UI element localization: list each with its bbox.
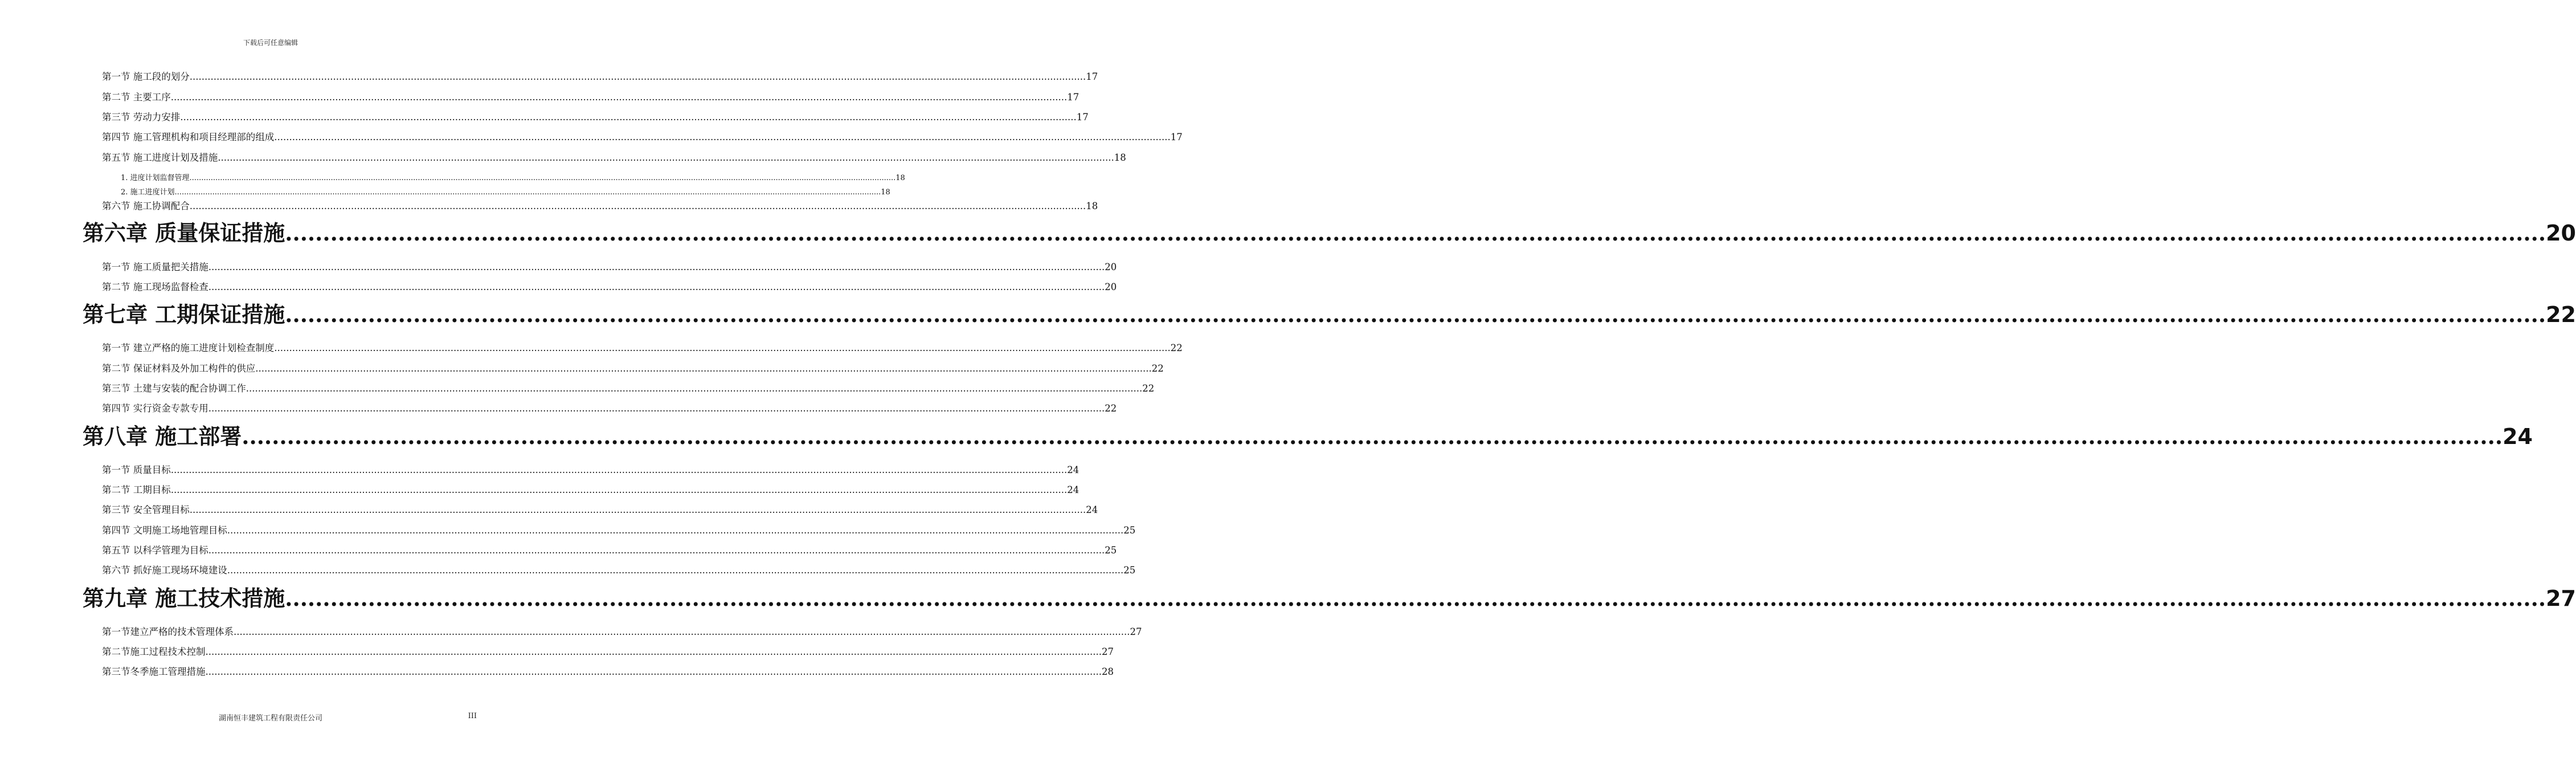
- toc-entry-page: 27: [2546, 586, 2576, 611]
- toc-leader-dots: ............................................................................................................................................................................................................................................................................................................: [208, 403, 1105, 414]
- toc-leader-dots: ............................................................................................................................................................................................................................................................................................................: [170, 465, 1068, 475]
- toc-entry-page: 18: [1114, 152, 1126, 163]
- toc-entry-label: 第二节施工过程技术控制: [102, 646, 206, 657]
- toc-entry-page: 22: [1170, 343, 1183, 353]
- toc-entry-label: 第二节 主要工序: [102, 92, 171, 103]
- toc-section-entry[interactable]: [102, 504, 1098, 516]
- toc-section-entry[interactable]: [102, 666, 1114, 678]
- toc-entry-label: 第六章 质量保证措施: [83, 221, 285, 246]
- toc-entry-page: 18: [896, 174, 905, 182]
- toc-leader-dots: ............................................................................................................................................................................................................................................................................................................: [285, 301, 2546, 327]
- toc-leader-dots: ............................................................................................................................................................................................................................................................................................................: [208, 545, 1105, 556]
- toc-leader-dots: ............................................................................................................................................................................................................................................................................................................: [274, 343, 1171, 353]
- toc-entry-page: 17: [1076, 112, 1089, 123]
- toc-entry-label: 第一节建立严格的技术管理体系: [102, 626, 234, 637]
- toc-leader-dots: ............................................................................................................................................................................................................................................................................................................: [227, 565, 1124, 576]
- toc-entry-page: 27: [1130, 626, 1142, 637]
- toc-leader-dots: ............................................................................................................................................................................................................................................................................................................: [170, 484, 1068, 495]
- toc-section-entry[interactable]: [102, 484, 1080, 496]
- toc-chapter-entry[interactable]: [83, 585, 2576, 612]
- toc-entry-page: 22: [1151, 363, 1164, 374]
- toc-entry-page: 27: [1101, 646, 1114, 657]
- toc-leader-dots: ............................................................................................................................................................................................................................................................................................................: [255, 363, 1152, 374]
- toc-chapter-entry[interactable]: [83, 423, 2533, 450]
- toc-entry-label: 第五节 以科学管理为目标: [102, 545, 208, 556]
- toc-entry-label: 第八章 施工部署: [83, 424, 242, 449]
- toc-section-entry[interactable]: [102, 564, 1136, 577]
- toc-entry-label: 第一节 施工段的划分: [102, 71, 190, 82]
- toc-leader-dots: ............................................................................................................................................................................................................................................................................................................: [218, 152, 1114, 163]
- toc-entry-label: 第六节 施工协调配合: [102, 201, 190, 211]
- toc-entry-label: 第二节 保证材料及外加工构件的供应: [102, 363, 256, 374]
- toc-entry-page: 20: [1105, 282, 1117, 292]
- toc-entry-label: 第九章 施工技术措施: [83, 586, 285, 611]
- toc-leader-dots: ............................................................................................................................................................................................................................................................................................................: [189, 201, 1086, 211]
- toc-leader-dots: ............................................................................................................................................................................................................................................................................................................: [205, 666, 1102, 677]
- toc-entry-label: 第三节 劳动力安排: [102, 112, 181, 123]
- toc-entry-page: 22: [1142, 383, 1155, 394]
- toc-subsection-entry[interactable]: [121, 173, 905, 184]
- toc-chapter-entry[interactable]: [83, 301, 2576, 328]
- toc-entry-page: 25: [1123, 565, 1136, 576]
- toc-entry-page: 17: [1170, 132, 1183, 142]
- toc-section-entry[interactable]: [102, 646, 1114, 658]
- toc-entry-page: 17: [1067, 92, 1080, 103]
- toc-section-entry[interactable]: [102, 71, 1098, 83]
- toc-section-entry[interactable]: [102, 131, 1183, 144]
- toc-section-entry[interactable]: [102, 544, 1117, 557]
- toc-entry-page: 22: [2546, 302, 2576, 327]
- toc-section-entry[interactable]: [102, 524, 1136, 537]
- toc-subsection-entry[interactable]: [121, 188, 890, 198]
- toc-entry-label: 第三节 安全管理目标: [102, 504, 190, 515]
- toc-entry-page: 18: [1086, 201, 1098, 211]
- toc-entry-label: 第四节 文明施工场地管理目标: [102, 525, 227, 536]
- toc-leader-dots: ............................................................................................................................................................................................................................................................................................................: [285, 220, 2546, 246]
- toc-leader-dots: ............................................................................................................................................................................................................................................................................................................: [170, 92, 1068, 103]
- toc-entry-page: 24: [1086, 504, 1098, 515]
- toc-entry-label: 第四节 实行资金专款专用: [102, 403, 208, 414]
- toc-entry-page: 18: [881, 188, 890, 197]
- toc-section-entry[interactable]: [102, 464, 1080, 476]
- toc-entry-page: 25: [1123, 525, 1136, 536]
- toc-entry-label: 第三节 土建与安装的配合协调工作: [102, 383, 246, 394]
- toc-section-entry[interactable]: [102, 152, 1126, 164]
- toc-leader-dots: ............................................................................................................................................................................................................................................................................................................: [208, 282, 1105, 292]
- toc-entry-label: 第五节 施工进度计划及措施: [102, 152, 218, 163]
- toc-section-entry[interactable]: [102, 626, 1142, 638]
- toc-leader-dots: ............................................................................................................................................................................................................................................................................................................: [242, 423, 2503, 449]
- toc-entry-page: 28: [1101, 666, 1114, 677]
- toc-leader-dots: ............................................................................................................................................................................................................................................................................................................: [285, 585, 2546, 611]
- toc-entry-label: 第四节 施工管理机构和项目经理部的组成: [102, 132, 275, 142]
- page-header: 下载后可任意编辑: [243, 39, 298, 47]
- footer-company: 湖南恒丰建筑工程有限责任公司: [218, 714, 322, 723]
- toc-leader-dots: ............................................................................................................................................................................................................................................................................................................: [189, 71, 1086, 82]
- toc-entry-page: 22: [1105, 403, 1117, 414]
- toc-entry-page: 25: [1105, 545, 1117, 556]
- toc-section-entry[interactable]: [102, 200, 1098, 213]
- toc-entry-label: 第二节 工期目标: [102, 484, 171, 495]
- toc-leader-dots: ............................................................................................................................................................................................................................................................................................................: [274, 132, 1171, 142]
- toc-entry-label: 1. 进度计划监督管理: [121, 174, 190, 182]
- toc-leader-dots: ............................................................................................................................................................................................................................................................................................................: [180, 112, 1077, 123]
- toc-leader-dots: ............................................................................................................................................................................................................................................................................................................: [227, 525, 1124, 536]
- toc-leader-dots: ............................................................................................................................................................................................................................................................................................................: [189, 174, 896, 182]
- toc-entry-page: 24: [1067, 484, 1080, 495]
- toc-leader-dots: ............................................................................................................................................................................................................................................................................................................: [174, 188, 881, 197]
- toc-section-entry[interactable]: [102, 261, 1117, 274]
- toc-section-entry[interactable]: [102, 111, 1089, 124]
- toc-leader-dots: ............................................................................................................................................................................................................................................................................................................: [189, 504, 1086, 515]
- toc-entry-label: 第一节 建立严格的施工进度计划检查制度: [102, 343, 275, 353]
- toc-section-entry[interactable]: [102, 382, 1155, 395]
- toc-leader-dots: ............................................................................................................................................................................................................................................................................................................: [234, 626, 1130, 637]
- toc-entry-label: 第一节 质量目标: [102, 465, 171, 475]
- toc-section-entry[interactable]: [102, 91, 1080, 104]
- toc-leader-dots: ............................................................................................................................................................................................................................................................................................................: [205, 646, 1102, 657]
- toc-entry-label: 第二节 施工现场监督检查: [102, 282, 208, 292]
- toc-entry-label: 第七章 工期保证措施: [83, 302, 285, 327]
- toc-section-entry[interactable]: [102, 362, 1164, 375]
- toc-entry-page: 20: [1105, 262, 1117, 272]
- toc-section-entry[interactable]: [102, 342, 1183, 355]
- toc-leader-dots: ............................................................................................................................................................................................................................................................................................................: [208, 262, 1105, 272]
- toc-entry-label: 第六节 抓好施工现场环境建设: [102, 565, 227, 576]
- toc-entry-page: 24: [1067, 465, 1080, 475]
- toc-section-entry[interactable]: [102, 281, 1117, 294]
- toc-leader-dots: ............................................................................................................................................................................................................................................................................................................: [246, 383, 1143, 394]
- toc-entry-page: 17: [1086, 71, 1098, 82]
- toc-entry-page: 20: [2546, 221, 2576, 246]
- toc-chapter-entry[interactable]: [83, 220, 2576, 246]
- toc-entry-label: 2. 施工进度计划: [121, 188, 175, 197]
- toc-entry-page: 24: [2503, 424, 2533, 449]
- toc-section-entry[interactable]: [102, 402, 1117, 415]
- toc-entry-label: 第一节 施工质量把关措施: [102, 262, 208, 272]
- footer-page-number: III: [468, 712, 477, 720]
- toc-entry-label: 第三节冬季施工管理措施: [102, 666, 206, 677]
